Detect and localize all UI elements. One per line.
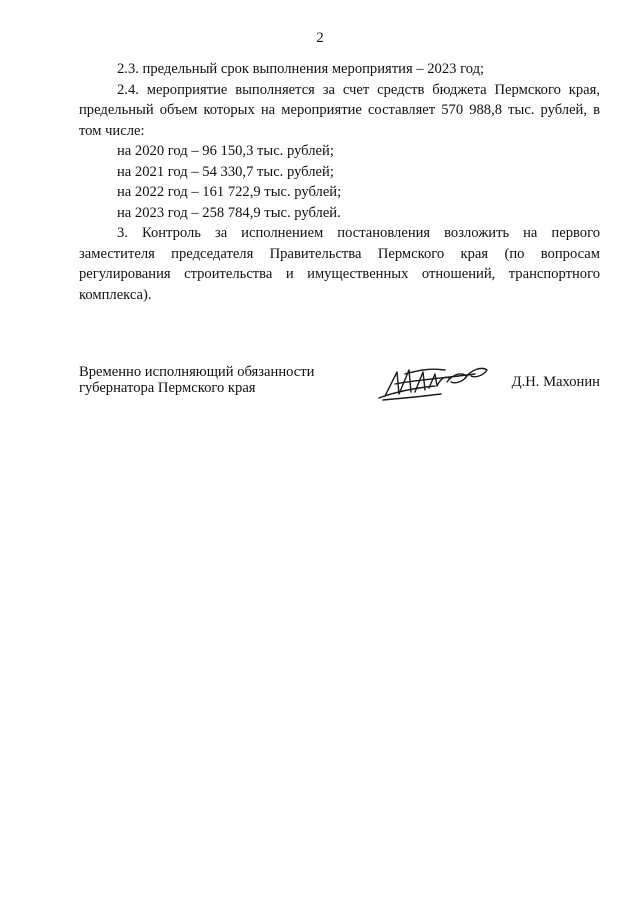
signatory-title-line-1: Временно исполняющий обязанности [79,364,315,380]
signatory-title [79,364,314,396]
signature-block [79,364,600,408]
budget-year-2022: на 2022 год – 161 722,9 тыс. рублей; [117,184,342,200]
page-number: 2 [316,30,324,46]
signatory-name: Д.Н. Махонин [511,374,600,390]
budget-year-2023: на 2023 год – 258 784,9 тыс. рублей. [117,204,341,221]
budget-year-2021: на 2021 год – 54 330,7 тыс. рублей; [117,163,334,180]
handwritten-signature [375,358,493,406]
document-body [79,59,600,305]
paragraph-2-4: 2.4. мероприятие выполняется за счет средств бюджета Пермского края, предельный объем которых на мероприятие составляет 570 988,8 тыс. рублей, в том числе: [79,81,600,139]
budget-year-2020: на 2020 год – 96 150,3 тыс. рублей; [117,143,334,159]
paragraph-2-3: 2.3. предельный срок выполнения мероприятия – 2023 год; [117,61,485,77]
signatory-title-line-2: губернатора Пермского края [79,380,256,396]
paragraph-3: 3. Контроль за исполнением постановления возложить на первого заместителя председателя Правительства Пермского края (по вопросам регулирования строительства и имущественных отношений, транспортного комплекса). [79,225,600,303]
